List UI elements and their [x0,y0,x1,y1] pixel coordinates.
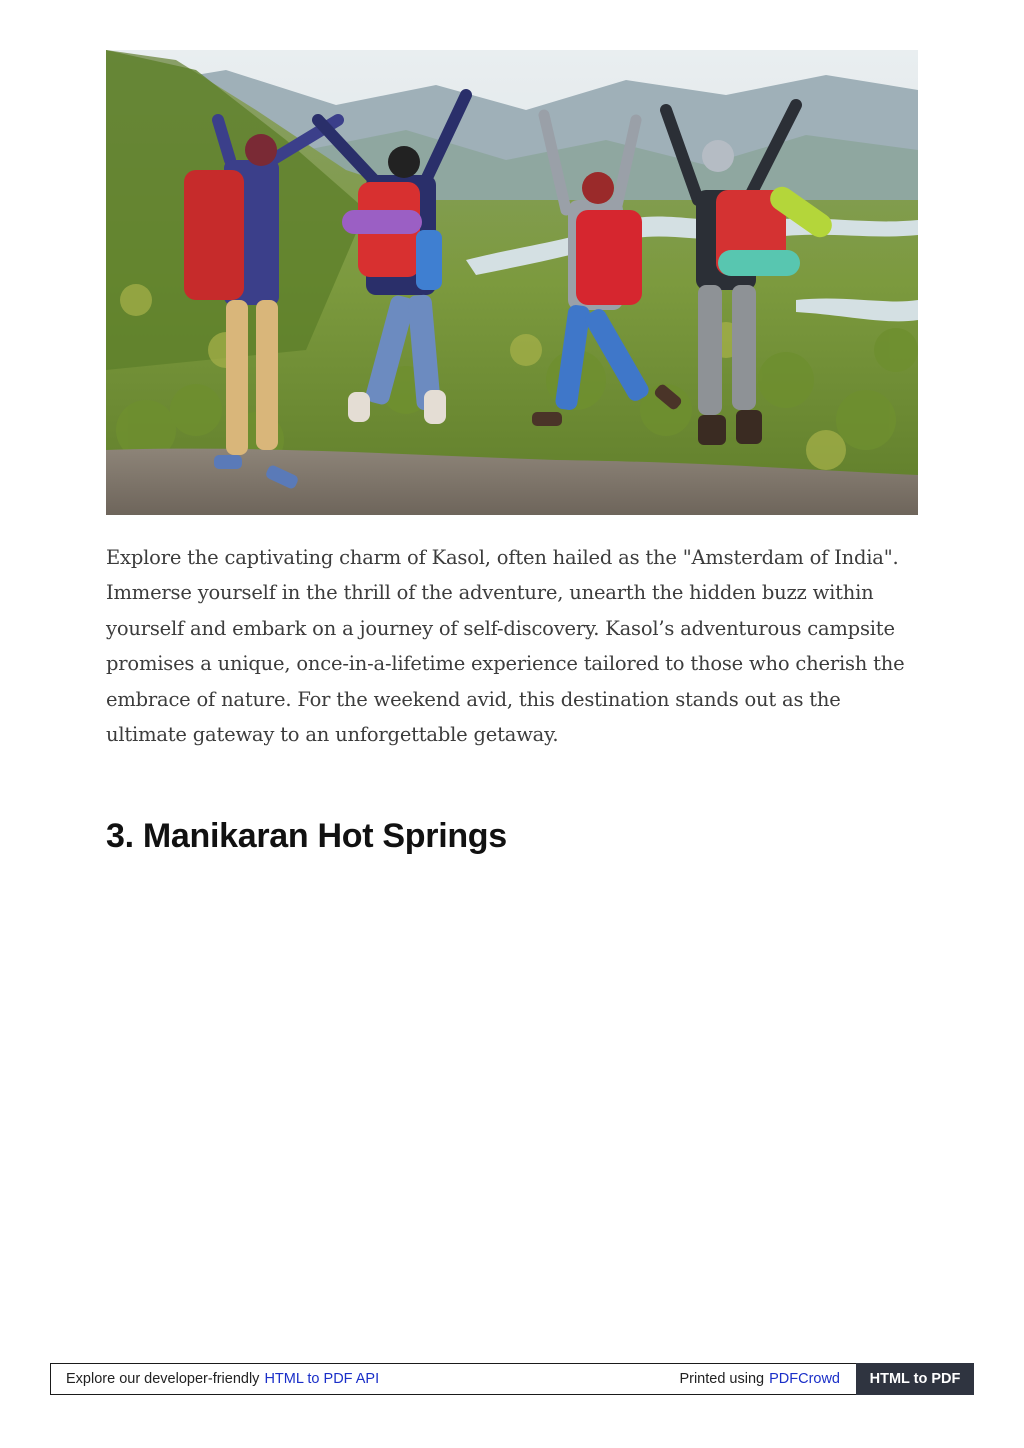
hero-image [106,50,918,515]
html-to-pdf-api-link[interactable]: HTML to PDF API [264,1371,380,1387]
footer-left [51,1364,679,1394]
pdfcrowd-footer-banner [50,1363,974,1395]
hero-illustration [106,50,918,515]
section-heading: 3. Manikaran Hot Springs [106,817,507,855]
footer-middle [679,1364,856,1394]
html-to-pdf-button[interactable]: HTML to PDF [856,1363,974,1395]
footer-left-text: Explore our developer-friendly [66,1371,260,1387]
pdfcrowd-link[interactable]: PDFCrowd [769,1371,840,1387]
footer-printed-using-text: Printed using [679,1371,765,1387]
article-paragraph: Explore the captivating charm of Kasol, often hailed as the "Amsterdam of India". Immerse yourself in the thrill of the adventure, unearth the hidden buzz within yourself and embark on a journey of self-discovery. Kasol’s adventurous campsite promises a unique, once-in-a-lifetime experience tailored to those who cherish the embrace of nature. For the weekend avid, this destination stands out as the ultimate gateway to an unforgettable getaway. [106,546,905,747]
